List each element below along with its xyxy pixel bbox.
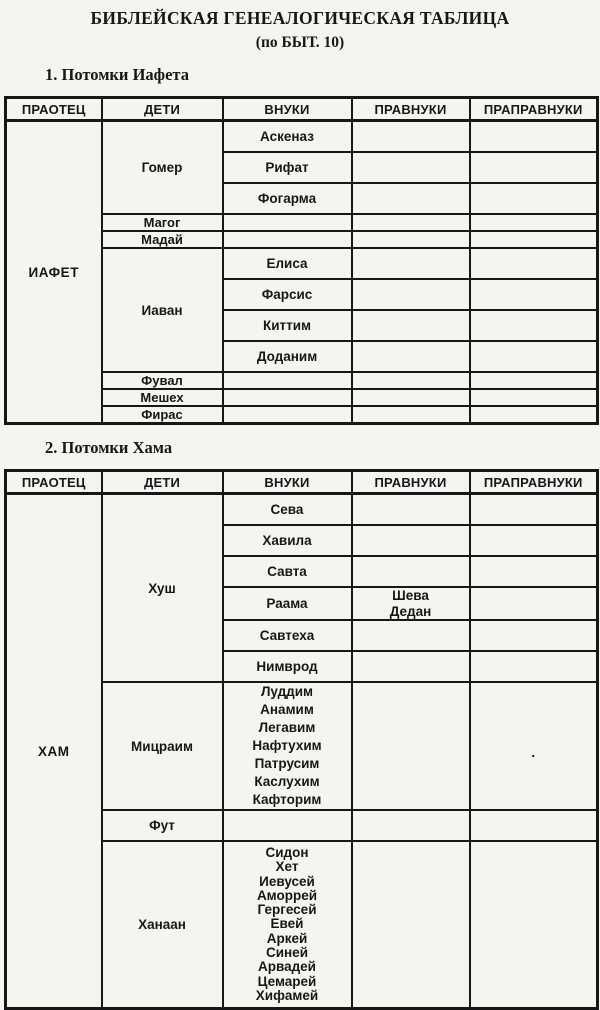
- child-cell: Гомер: [102, 121, 223, 215]
- great-grandchild-cell: [352, 651, 470, 682]
- child-cell: Фут: [102, 810, 223, 841]
- document-subtitle: (по БЫТ. 10): [255, 34, 345, 51]
- document-page: [0, 8, 600, 1003]
- grandchild-cell: Савтеха: [223, 620, 352, 651]
- great-great-grandchild-cell: [470, 372, 598, 389]
- great-great-grandchild-cell: [470, 587, 598, 620]
- great-grandchild-cell: [352, 310, 470, 341]
- column-header-deti: ДЕТИ: [102, 471, 223, 494]
- great-great-grandchild-cell: [470, 525, 598, 556]
- great-grandchild-cell: [352, 248, 470, 279]
- great-grandchild-cell: [352, 556, 470, 587]
- great-grandchild-name: Шева: [392, 588, 429, 603]
- great-great-grandchild-cell: [470, 231, 598, 248]
- child-cell: Мешех: [102, 389, 223, 406]
- great-great-grandchild-cell: [470, 152, 598, 183]
- grandchild-name: Анамим: [260, 702, 314, 717]
- child-cell: Мицраим: [102, 682, 223, 810]
- table-row: [6, 121, 598, 153]
- grandchild-name: Цемарей: [257, 973, 317, 989]
- great-grandchild-cell: [352, 620, 470, 651]
- great-grandchild-cell: [352, 525, 470, 556]
- great-great-grandchild-cell: [470, 310, 598, 341]
- table-row: [6, 494, 598, 526]
- great-grandchild-cell: [352, 279, 470, 310]
- great-grandchild-cell: [352, 587, 470, 620]
- column-header-pravnuki: ПРАВНУКИ: [352, 98, 470, 121]
- great-great-grandchild-cell: [470, 183, 598, 214]
- grandchild-cell: Хавила: [223, 525, 352, 556]
- child-cell: Фирас: [102, 406, 223, 424]
- great-great-grandchild-cell: [470, 121, 598, 153]
- column-header-praotec: ПРАОТЕЦ: [6, 98, 102, 121]
- grandchild-name: Аморрей: [256, 887, 318, 903]
- great-great-grandchild-cell: [470, 214, 598, 231]
- child-cell: Мадай: [102, 231, 223, 248]
- great-grandchild-cell: [352, 406, 470, 424]
- great-great-grandchild-cell: [470, 841, 598, 1009]
- grandchild-name: Луддим: [260, 684, 314, 699]
- grandchild-name: Патрусим: [254, 756, 320, 771]
- column-header-prapravnuki: ПРАПРАВНУКИ: [470, 98, 598, 121]
- column-header-pravnuki: ПРАВНУКИ: [352, 471, 470, 494]
- great-great-grandchild-cell: [470, 341, 598, 372]
- child-cell: Хуш: [102, 494, 223, 683]
- great-grandchild-cell: [352, 231, 470, 248]
- section-2-heading: 2. Потомки Хама: [45, 438, 173, 457]
- grandchild-name: Хет: [275, 859, 299, 875]
- grandchild-cell: Киттим: [223, 310, 352, 341]
- great-great-grandchild-cell: [470, 682, 598, 810]
- document-title: БИБЛЕЙСКАЯ ГЕНЕАЛОГИЧЕСКАЯ ТАБЛИЦА: [90, 8, 510, 28]
- great-grandchild-cell: [352, 183, 470, 214]
- column-header-praotec: ПРАОТЕЦ: [6, 471, 102, 494]
- grandchild-cell: Рифат: [223, 152, 352, 183]
- great-grandchild-cell: [352, 121, 470, 153]
- grandchild-cell: Фогарма: [223, 183, 352, 214]
- great-grandchild-cell: [352, 152, 470, 183]
- section-1-heading: 1. Потомки Иафета: [45, 65, 189, 84]
- patriarch-cell: ХАМ: [6, 494, 102, 1009]
- great-great-grandchild-cell: [470, 279, 598, 310]
- great-grandchild-cell: [352, 494, 470, 526]
- grandchild-name: Сидон: [265, 845, 309, 860]
- great-great-grandchild-cell: [470, 494, 598, 526]
- grandchild-cell: [223, 372, 352, 389]
- great-grandchild-cell: [352, 389, 470, 406]
- genealogy-table-japheth: [4, 96, 599, 425]
- stray-ink-dot: .: [531, 744, 536, 760]
- great-great-grandchild-cell: [470, 810, 598, 841]
- grandchild-name: Каслухим: [254, 774, 320, 789]
- table-header-row: [6, 471, 598, 494]
- grandchild-cell: [223, 231, 352, 248]
- grandchild-name: Кафторим: [252, 792, 322, 807]
- grandchild-cell: Аскеназ: [223, 121, 352, 153]
- grandchild-name: Синей: [265, 945, 308, 961]
- great-great-grandchild-cell: [470, 620, 598, 651]
- grandchild-name: Арвадей: [257, 959, 316, 975]
- grandchild-cell: [223, 841, 352, 1009]
- great-great-grandchild-cell: [470, 406, 598, 424]
- grandchild-name: Иевусей: [259, 873, 315, 889]
- column-header-prapravnuki: ПРАПРАВНУКИ: [470, 471, 598, 494]
- grandchild-cell: Раама: [223, 587, 352, 620]
- patriarch-cell: ИАФЕТ: [6, 121, 102, 424]
- grandchild-cell: [223, 406, 352, 424]
- grandchild-cell: Фарсис: [223, 279, 352, 310]
- great-grandchild-cell: [352, 372, 470, 389]
- great-grandchild-cell: [352, 341, 470, 372]
- grandchild-cell: Савта: [223, 556, 352, 587]
- grandchild-cell: Доданим: [223, 341, 352, 372]
- column-header-vnuki: ВНУКИ: [223, 471, 352, 494]
- great-grandchild-cell: [352, 682, 470, 810]
- grandchild-name: Гергесей: [257, 902, 317, 918]
- table-header-row: [6, 98, 598, 121]
- great-grandchild-name: Дедан: [389, 603, 432, 619]
- child-cell: Магог: [102, 214, 223, 231]
- great-grandchild-cell: [352, 810, 470, 841]
- grandchild-cell: [223, 389, 352, 406]
- great-great-grandchild-cell: [470, 556, 598, 587]
- grandchild-cell: [223, 214, 352, 231]
- great-grandchild-cell: [352, 841, 470, 1009]
- child-cell: Фувал: [102, 372, 223, 389]
- column-header-vnuki: ВНУКИ: [223, 98, 352, 121]
- grandchild-name: Аркей: [266, 930, 308, 946]
- column-header-deti: ДЕТИ: [102, 98, 223, 121]
- child-cell: Ханаан: [102, 841, 223, 1009]
- child-cell: Иаван: [102, 248, 223, 372]
- great-great-grandchild-cell: [470, 389, 598, 406]
- grandchild-cell: [223, 682, 352, 810]
- grandchild-name: Легавим: [258, 720, 316, 735]
- great-great-grandchild-cell: [470, 248, 598, 279]
- great-grandchild-cell: [352, 214, 470, 231]
- great-great-grandchild-cell: [470, 651, 598, 682]
- genealogy-table-ham: [4, 469, 599, 1010]
- grandchild-cell: Елиса: [223, 248, 352, 279]
- grandchild-name: Нафтухим: [252, 738, 322, 753]
- grandchild-cell: [223, 810, 352, 841]
- grandchild-name: Хифамей: [255, 987, 319, 1003]
- grandchild-cell: Нимврод: [223, 651, 352, 682]
- grandchild-cell: Сева: [223, 494, 352, 526]
- grandchild-name: Евей: [270, 916, 304, 932]
